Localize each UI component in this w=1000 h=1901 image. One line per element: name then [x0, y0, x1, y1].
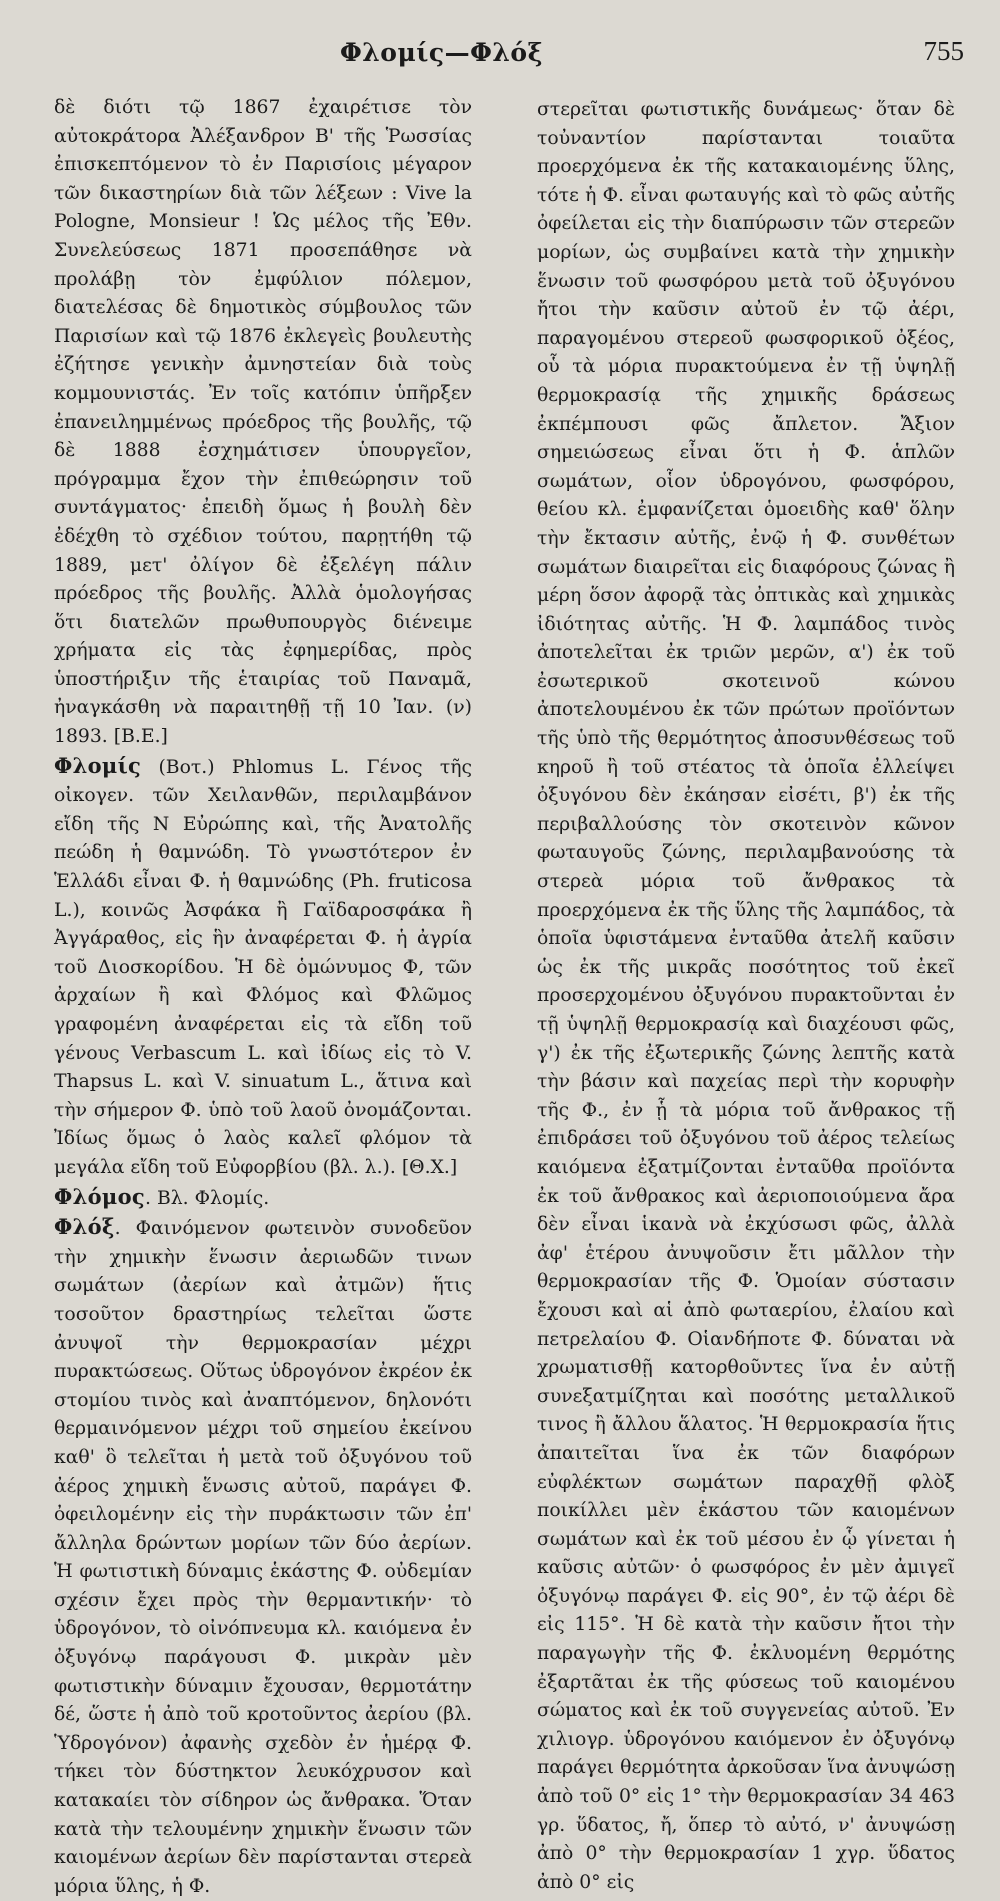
entry-phlomis: [54, 752, 472, 1183]
entry-body: (Βοτ.) Phlomus L. Γένος τῆς οἰκογεν. τῶν Χειλανθῶν, περιλαμβάνον εἴδη τῆς Ν Εὐρώπης καὶ, τῆς Ἀνατολῆς πεώδη ἡ θαμνώδη. Τὸ γνωστότερον ἐν Ἑλλάδι εἶναι Φ. ἡ θαμνώδης (Ph. fruticosa L.), κοινῶς Ἀσφάκα ἢ Γαϊδαροσφάκα ἢ Ἀγγάραθος, εἰς ἣν ἀναφέρεται Φ. ἡ ἀγρία τοῦ Διοσκορίδου. Ἡ δὲ ὁμώνυμος Φ, τῶν ἀρχαίων ἢ καὶ Φλόμος καὶ Φλῶμος γραφομένη ἀναφέρεται εἰς τὰ εἴδη τοῦ γένους Verbascum L. καὶ ἰδίως εἰς τὸ V. Thapsus L. καὶ V. sinuatum L., ἅτινα καὶ τὴν σήμερον Φ. ὑπὸ τοῦ λαοῦ ὀνομάζονται. Ἰδίως ὅμως ὁ λαὸς καλεῖ φλόμον τὰ μεγάλα εἴδη τοῦ Εὐφορβίου (βλ. λ.).: [54, 756, 472, 1178]
entry-phlox: [54, 1213, 472, 1901]
page-header: [0, 34, 1000, 74]
page-number: 755: [923, 36, 964, 66]
entry-phlomos: [54, 1183, 472, 1214]
entry-headword: Φλόμος: [54, 1183, 145, 1209]
author-signature: [Θ.Χ.]: [401, 1156, 458, 1178]
running-head: Φλομίς—Φλόξ: [340, 38, 543, 67]
entry-phlox-continued: στερεῖται φωτιστικῆς δυνάμεως· ὅταν δὲ τοὐναντίον παρίστανται τοιαῦτα προερχόμενα ἐκ τῆς κατακαιομένης ὕλης, τότε ἡ Φ. εἶναι φωταυγής καὶ τὸ φῶς αὐτῆς ὀφείλεται εἰς τὴν διαπύρωσιν τῶν στερεῶν μορίων, ὡς συμβαίνει κατὰ τὴν χημικὴν ἕνωσιν τοῦ φωσφόρου μετὰ τοῦ ὀξυγόνου ἤτοι τὴν καῦσιν αὐτοῦ ἐν τῷ ἀέρι, παραγομένου στερεοῦ φωσφορικοῦ ὀξέος, οὗ τὰ μόρια πυρακτούμενα ἐν τῇ ὑψηλῇ θερμοκρασίᾳ τῆς χημικῆς δράσεως ἐκπέμπουσι φῶς ἄπλετον. Ἄξιον σημειώσεως εἶναι ὅτι ἡ Φ. ἁπλῶν σωμάτων, οἷον ὑδρογόνου, φωσφόρου, θείου κλ. ἐμφανίζεται ὁμοειδὴς καθ' ὅλην τὴν ἔκτασιν αὐτῆς, ἐνῷ ἡ Φ. συνθέτων σωμάτων διαιρεῖται εἰς διαφόρους ζώνας ἢ μέρη ὅσον ἀφορᾷ τὰς ὀπτικὰς καὶ χημικὰς ἰδιότητας αὐτῆς. Ἡ Φ. λαμπάδος τινὸς ἀποτελεῖται ἐκ τριῶν μερῶν, α') ἐκ τοῦ ἐσωτερικοῦ σκοτεινοῦ κώνου ἀποτελουμένου ἐκ τῶν πρώτων προϊόντων τῆς ὑπὸ τῆς θερμότητος ἀποσυνθέσεως τοῦ κηροῦ ἢ τοῦ στέατος τὰ ὁποῖα ἐλλείψει ὀξυγόνου δὲν ἐκάησαν εἰσέτι, β') ἐκ τῆς περιβαλλούσης τὸν σκοτεινὸν κῶνον φωταυγοῦς ζώνης, περιλαμβανούσης τὰ στερεὰ μόρια τοῦ ἄνθρακος τὰ προερχόμενα ἐκ τῆς ὕλης τῆς λαμπάδος, τὰ ὁποῖα ὑφιστάμενα ἐνταῦθα ἀτελῆ καῦσιν ὡς ἐκ τῆς μικρᾶς ποσότητος τοῦ ἐκεῖ προσερχομένου ὀξυγόνου πυρακτοῦνται ἐν τῇ ὑψηλῇ θερμοκρασίᾳ καὶ διαχέουσι φῶς, γ') ἐκ τῆς ἐξωτερικῆς ζώνης λεπτῆς κατὰ τὴν βάσιν καὶ παχείας περὶ τὴν κορυφὴν τῆς Φ., ἐν ᾗ τὰ μόρια τοῦ ἄνθρακος τῇ ἐπιδράσει τοῦ ὀξυγόνου τοῦ ἀέρος τελείως καιόμενα ἐξατμίζονται ἐνταῦθα προϊόντα ἐκ τοῦ ἄνθρακος καὶ ἀεριοποιούμενα ἄρα δὲν εἶναι ἱκανὰ νὰ ἐκχύσωσι φῶς, ἀλλὰ ἀφ' ἑτέρου ἀνυψοῦσιν ἔτι μᾶλλον τὴν θερμοκρασίαν τῆς Φ. Ὁμοίαν σύστασιν ἔχουσι καὶ αἱ ἀπὸ φωταερίου, ἐλαίου καὶ πετρελαίου Φ. Οἱανδήποτε Φ. δύναται νὰ χρωματισθῇ κατορθοῦντες ἵνα ἐν αὐτῇ συνεξατμίζηται καὶ ποσότης μεταλλικοῦ τινος ἢ ἄλλου ἅλατος. Ἡ θερμοκρασία ἥτις ἀπαιτεῖται ἵνα ἐκ τῶν διαφόρων εὐφλέκτων σωμάτων παραχθῇ φλὸξ ποικίλλει μὲν ἑκάστου τῶν καιομένων σωμάτων καὶ ἐκ τοῦ μέσου ἐν ᾧ γίνεται ἡ καῦσις αὐτῶν· ὁ φωσφόρος ἐν μὲν ἀμιγεῖ ὀξυγόνῳ παράγει Φ. εἰς 90°, ἐν τῷ ἀέρι δὲ εἰς 115°. Ἡ δὲ κατὰ τὴν καῦσιν ἤτοι τὴν παραγωγὴν τῆς Φ. ἐκλυομένη θερμότης ἐξαρτᾶται ἐκ τῆς φύσεως τοῦ καιομένου σώματος καὶ ἐκ τοῦ συγγενείας αὐτοῦ. Ἐν χιλιογρ. ὑδρογόνου καιόμενον ἐν ὀξυγόνῳ παράγει θερμότητα ἀρκοῦσαν ἵνα ἀνυψώσῃ ἀπὸ τοῦ 0° εἰς 1° τὴν θερμοκρασίαν 34 463 γρ. ὕδατος, ἤ, ὅπερ τὸ αὐτό, ν' ἀνυψώσῃ ἀπὸ 0° τὴν θερμοκρασίαν 1 χγρ. ὕδατος ἀπὸ 0° εἰς: [537, 99, 955, 1893]
entry-body: . Βλ. Φλομίς.: [145, 1187, 270, 1209]
right-column: [537, 96, 955, 1897]
author-signature: [Β.Ε.]: [113, 726, 168, 748]
entry-headword: Φλομίς: [54, 752, 142, 778]
left-column: [54, 94, 472, 1901]
paragraph-continuation: [54, 94, 472, 752]
entry-body: . Φαινόμενον φωτεινὸν συνοδεῦον τὴν χημικὴν ἕνωσιν ἀεριωδῶν τινων σωμάτων (ἀερίων καὶ ἀτμῶν) ἥτις τοσοῦτον δραστηρίως τελεῖται ὥστε ἀνυψοῖ τὴν θερμοκρασίαν μέχρι πυρακτώσεως. Οὕτως ὑδρογόνον ἐκρέον ἐκ στομίου τινὸς καὶ ἀναπτόμενον, δηλονότι θερμαινόμενον μέχρι τοῦ σημείου ἐκείνου καθ' ὃ τελεῖται ἡ μετὰ τοῦ ὀξυγόνου τοῦ ἀέρος χημικὴ ἕνωσις αὐτοῦ, παράγει Φ. ὀφειλομένην εἰς τὴν πυράκτωσιν τῶν ἐπ' ἄλληλα δρώντων μορίων τῶν δύο ἀερίων. Ἡ φωτιστικὴ δύναμις ἑκάστης Φ. οὐδεμίαν σχέσιν ἔχει πρὸς τὴν θερμαντικήν· τὸ ὑδρογόνον, τὸ οἰνόπνευμα κλ. καιόμενα ἐν ὀξυγόνῳ παράγουσι Φ. μικρὰν μὲν φωτιστικὴν δύναμιν ἔχουσαν, θερμοτάτην δέ, ὥστε ἡ ἀπὸ τοῦ κροτοῦντος ἀερίου (βλ. Ὑδρογόνον) ἀφανὴς σχεδὸν ἐν ἡμέρᾳ Φ. τήκει τὸν δύστηκτον λευκόχρυσον καὶ κατακαίει τὸν σίδηρον ὡς ἄνθρακα. Ὅταν κατὰ τὴν τελουμένην χημικὴν ἕνωσιν τῶν καιομένων ἀερίων δὲν παρίστανται στερεὰ μόρια ὕλης, ἡ Φ.: [54, 1218, 472, 1897]
entry-headword: Φλόξ: [54, 1214, 115, 1240]
continuation-text: δὲ διότι τῷ 1867 ἐχαιρέτισε τὸν αὐτοκράτορα Ἀλέξανδρον Β' τῆς Ῥωσσίας ἐπισκεπτόμενον τὸ ἐν Παρισίοις μέγαρον τῶν δικαστηρίων διὰ τῶν λέξεων : Vive la Pologne, Monsieur ! Ὡς μέλος τῆς Ἐθν. Συνελεύσεως 1871 προσεπάθησε νὰ προλάβῃ τὸν ἐμφύλιον πόλεμον, διατελέσας δὲ δημοτικὸς σύμβουλος τῶν Παρισίων καὶ τῷ 1876 ἐκλεγεὶς βουλευτὴς ἐζήτησε γενικὴν ἀμνηστείαν διὰ τοὺς κομμουνιστάς. Ἐν τοῖς κατόπιν ὑπῆρξεν ἐπανειλημμένως πρόεδρος τῆς βουλῆς, τῷ δὲ 1888 ἐσχημάτισεν ὑπουργεῖον, πρόγραμμα ἔχον τὴν ἐπιθεώρησιν τοῦ συντάγματος· ἐπειδὴ ὅμως ἡ βουλὴ δὲν ἐδέχθη τὸ σχέδιον τούτου, παρῃτήθη τῷ 1889, μετ' ὀλίγον δὲ ἐξελέγη πάλιν πρόεδρος τῆς βουλῆς. Ἀλλὰ ὁμολογήσας ὅτι διατελῶν πρωθυπουργὸς διένειμε χρήματα εἰς τὰς ἐφημερίδας, πρὸς ὑποστήριξιν τῆς ἑταιρίας τοῦ Παναμᾶ, ἠναγκάσθη νὰ παραιτηθῇ τῇ 10 Ἰαν. (ν) 1893.: [54, 97, 472, 748]
